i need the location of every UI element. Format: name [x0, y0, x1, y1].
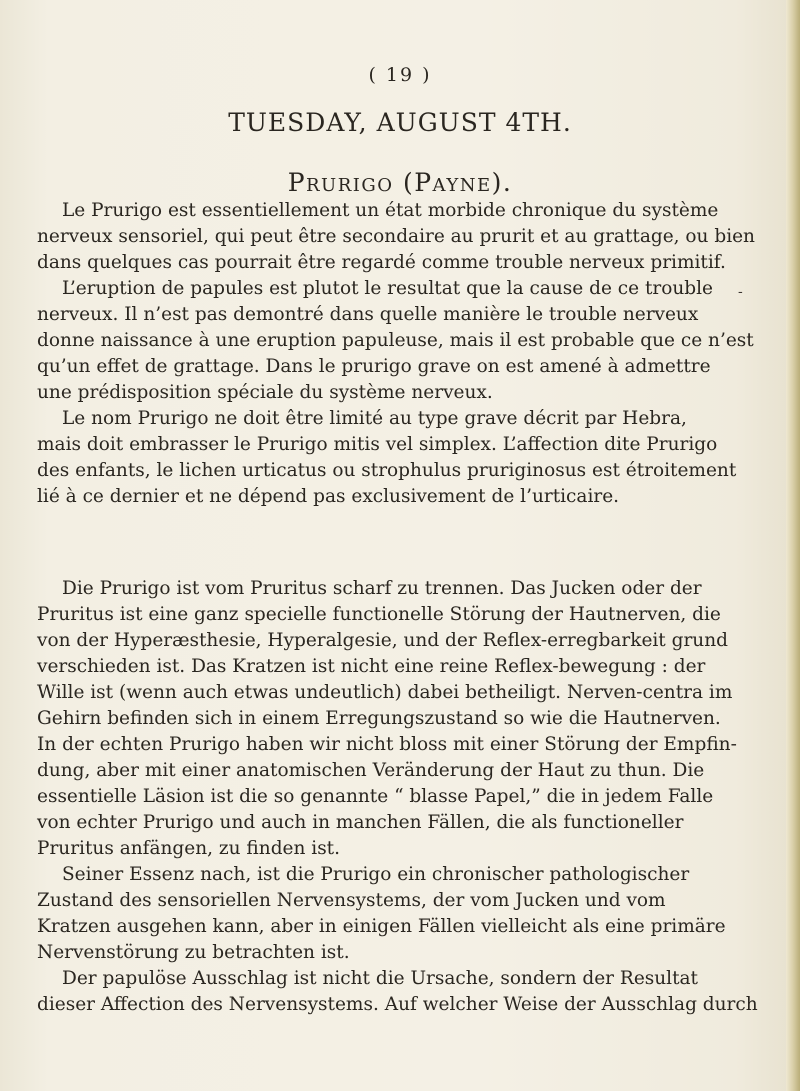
text-line: mais doit embrasser le Prurigo mitis vel simplex. L’affection dite Prurigo	[37, 434, 718, 455]
text-line: Seiner Essenz nach, ist die Prurigo ein chronischer pathologischer	[62, 864, 690, 885]
text-line: qu’un effet de grattage. Dans le prurigo grave on est amené à admettre	[37, 356, 711, 377]
text-line: des enfants, le lichen urticatus ou strophulus pruriginosus est étroitement	[37, 460, 737, 481]
text-line: Zustand des sensoriellen Nervensystems, der vom Jucken und vom	[37, 890, 666, 911]
text-line: verschieden ist. Das Kratzen ist nicht eine reine Reflex-bewegung : der	[37, 656, 706, 677]
text-line: von echter Prurigo und auch in manchen Fällen, die als functioneller	[37, 812, 684, 833]
text-line: von der Hyperæsthesie, Hyperalgesie, und der Reflex-erregbarkeit grund	[37, 630, 728, 651]
text-line: essentielle Läsion ist die so genannte “ blasse Papel,” die in jedem Falle	[37, 786, 714, 807]
text-line: Le Prurigo est essentiellement un état morbide chronique du système	[62, 200, 719, 221]
text-line: nerveux sensoriel, qui peut être secondaire au prurit et au grattage, ou bien	[37, 226, 755, 247]
date-heading: TUESDAY, AUGUST 4TH.	[228, 108, 572, 137]
text-line: une prédisposition spéciale du système nerveux.	[37, 382, 493, 403]
text-line: dung, aber mit einer anatomischen Veränderung der Haut zu thun. Die	[37, 760, 705, 781]
text-line: Kratzen ausgehen kann, aber in einigen Fällen vielleicht als eine primäre	[37, 916, 726, 937]
margin-mark: -	[738, 284, 743, 300]
text-line: L’eruption de papules est plutot le resultat que la cause de ce trouble	[62, 278, 714, 299]
text-line: Nervenstörung zu betrachten ist.	[37, 942, 350, 963]
text-line: Die Prurigo ist vom Pruritus scharf zu trennen. Das Jucken oder der	[62, 578, 702, 599]
text-line: Wille ist (wenn auch etwas undeutlich) dabei betheiligt. Nerven-centra im	[37, 682, 733, 703]
text-line: Le nom Prurigo ne doit être limité au type grave décrit par Hebra,	[62, 408, 687, 429]
text-line: lié à ce dernier et ne dépend pas exclusivement de l’urticaire.	[37, 486, 620, 507]
text-line: donne naissance à une eruption papuleuse, mais il est probable que ce n’est	[37, 330, 754, 351]
page-number: ( 19 )	[368, 64, 432, 86]
text-line: In der echten Prurigo haben wir nicht bloss mit einer Störung der Empfin-	[37, 734, 737, 755]
section-title: Prurigo (Payne).	[287, 168, 513, 197]
text-line: Pruritus ist eine ganz specielle functionelle Störung der Hautnerven, die	[37, 604, 721, 625]
page-edge	[786, 0, 800, 1091]
text-line: dieser Affection des Nervensystems. Auf welcher Weise der Ausschlag durch	[37, 994, 758, 1015]
text-line: nerveux. Il n’est pas demontré dans quelle manière le trouble nerveux	[37, 304, 699, 325]
text-line: Gehirn befinden sich in einem Erregungszustand so wie die Hautnerven.	[37, 708, 721, 729]
text-line: dans quelques cas pourrait être regardé comme trouble nerveux primitif.	[37, 252, 726, 273]
text-line: Der papulöse Ausschlag ist nicht die Ursache, sondern der Resultat	[62, 968, 698, 989]
text-line: Pruritus anfängen, zu finden ist.	[37, 838, 341, 859]
